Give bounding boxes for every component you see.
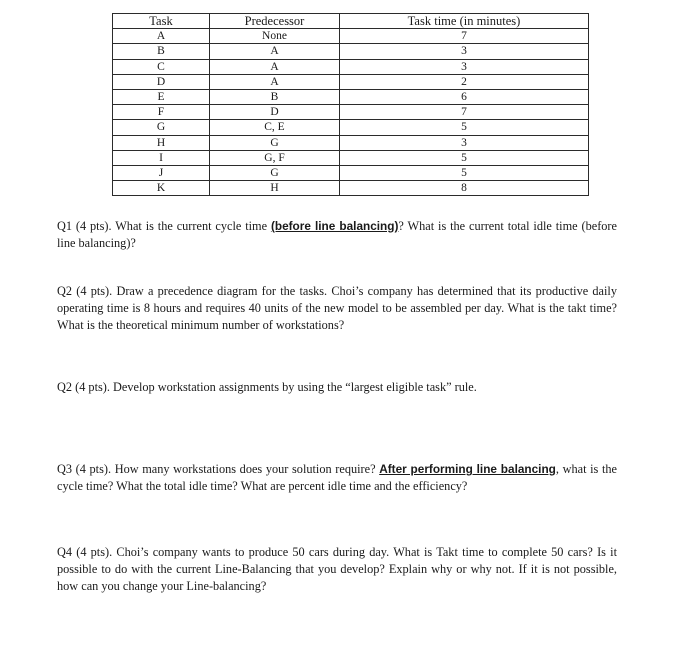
- cell-task: G: [113, 120, 210, 135]
- cell-predecessor: G: [210, 135, 340, 150]
- table-row: [113, 135, 589, 150]
- cell-task: C: [113, 59, 210, 74]
- cell-task-time: 3: [340, 44, 589, 59]
- question-1-emphasis: (before line balancing): [270, 219, 399, 233]
- table-row: [113, 105, 589, 120]
- cell-task-time: 5: [340, 150, 589, 165]
- cell-task: A: [113, 29, 210, 44]
- cell-predecessor: H: [210, 181, 340, 196]
- task-table: [112, 13, 589, 196]
- question-1: [57, 218, 617, 252]
- question-3-text-end: , what is the cycle time? What the total idle time? What are percent idle time and the efficiency?: [57, 462, 617, 493]
- cell-predecessor: D: [210, 105, 340, 120]
- cell-task: I: [113, 150, 210, 165]
- cell-task: J: [113, 165, 210, 180]
- cell-predecessor: B: [210, 89, 340, 104]
- cell-predecessor: A: [210, 44, 340, 59]
- table-row: [113, 29, 589, 44]
- cell-task-time: 3: [340, 59, 589, 74]
- cell-task: E: [113, 89, 210, 104]
- table-row: [113, 59, 589, 74]
- question-3: [57, 461, 617, 495]
- table-row: [113, 44, 589, 59]
- cell-predecessor: A: [210, 74, 340, 89]
- cell-task: B: [113, 44, 210, 59]
- cell-task: F: [113, 105, 210, 120]
- cell-task-time: 7: [340, 29, 589, 44]
- cell-predecessor: G, F: [210, 150, 340, 165]
- table-row: [113, 120, 589, 135]
- cell-task-time: 3: [340, 135, 589, 150]
- cell-task-time: 7: [340, 105, 589, 120]
- question-1-text: Q1 (4 pts). What is the current cycle time: [57, 219, 271, 233]
- table-row: [113, 74, 589, 89]
- cell-task: K: [113, 181, 210, 196]
- cell-task-time: 6: [340, 89, 589, 104]
- cell-task-time: 5: [340, 120, 589, 135]
- cell-predecessor: G: [210, 165, 340, 180]
- cell-task-time: 5: [340, 165, 589, 180]
- table-row: [113, 150, 589, 165]
- question-2-assignments: Q2 (4 pts). Develop workstation assignments by using the “largest eligible task” rule.: [57, 380, 477, 394]
- question-3-emphasis: After performing line balancing: [379, 462, 556, 476]
- table-row: [113, 89, 589, 104]
- table-header-row: [113, 14, 589, 29]
- question-1-text-end: ? What is the current total idle time (before line balancing)?: [57, 219, 617, 250]
- question-3-text: Q3 (4 pts). How many workstations does your solution require?: [57, 462, 380, 476]
- cell-predecessor: A: [210, 59, 340, 74]
- header-predecessor: Predecessor: [210, 14, 340, 29]
- question-4: Q4 (4 pts). Choi’s company wants to produce 50 cars during day. What is Takt time to complete 50 cars? Is it possible to do with the current Line-Balancing that you develop? Explain why or why not. If it is not possible, how can you change your Line-balancing?: [57, 545, 617, 593]
- cell-task-time: 2: [340, 74, 589, 89]
- table-row: [113, 165, 589, 180]
- cell-predecessor: C, E: [210, 120, 340, 135]
- cell-task-time: 8: [340, 181, 589, 196]
- header-task-time: Task time (in minutes): [340, 14, 589, 29]
- question-2-precedence: Q2 (4 pts). Draw a precedence diagram for the tasks. Choi’s company has determined that its productive daily operating time is 8 hours and requires 40 units of the new model to be assembled per day. What is the takt time? What is the theoretical minimum number of workstations?: [57, 284, 617, 332]
- cell-predecessor: None: [210, 29, 340, 44]
- table-body: [113, 29, 589, 196]
- table-row: [113, 181, 589, 196]
- header-task: Task: [113, 14, 210, 29]
- cell-task: H: [113, 135, 210, 150]
- cell-task: D: [113, 74, 210, 89]
